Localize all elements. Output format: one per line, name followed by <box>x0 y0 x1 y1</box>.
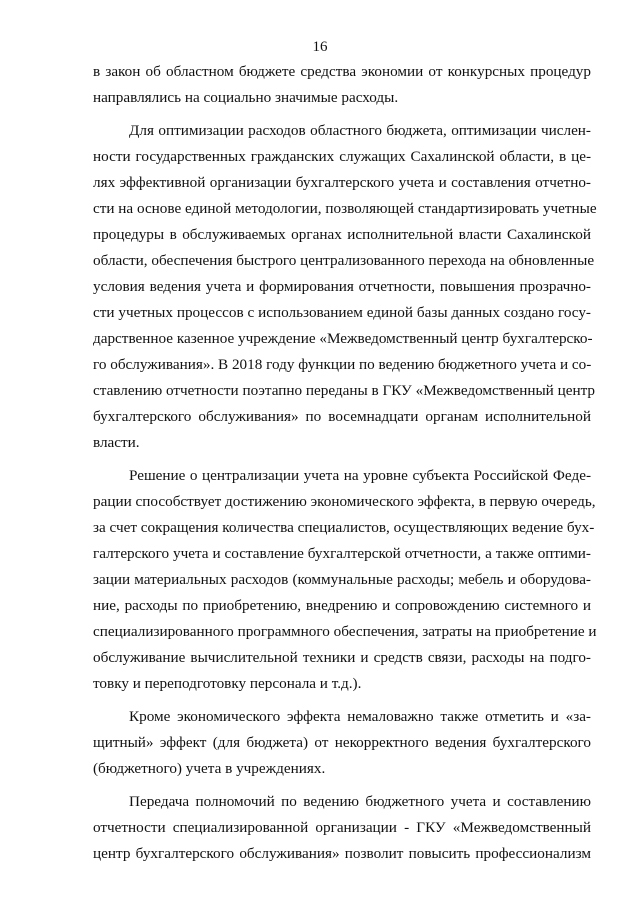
text-line: товку и переподготовку персонала и т.д.). <box>93 675 362 692</box>
text-line: области, обеспечения быстрого централизованного перехода на обновленные <box>93 252 595 269</box>
text-line: специализированного программного обеспечения, затраты на приобретение и <box>93 623 597 640</box>
text-line: сти на основе единой методологии, позволяющей стандартизировать учетные <box>93 200 597 217</box>
text-line: дарственное казенное учреждение «Межведомственный центр бухгалтерско- <box>93 330 593 347</box>
text-line: процедуры в обслуживаемых органах исполнительной власти Сахалинской <box>93 226 591 243</box>
text-line: ставлению отчетности поэтапно переданы в ГКУ «Межведомственный центр <box>93 382 595 399</box>
text-line: го обслуживания». В 2018 году функции по ведению бюджетного учета и со- <box>93 356 592 373</box>
text-line: бухгалтерского обслуживания» по восемнадцати органам исполнительной <box>93 408 591 425</box>
text-line: сти учетных процессов с использованием единой базы данных создано госу- <box>93 304 591 321</box>
page-number: 16 <box>312 39 328 55</box>
text-line: за счет сокращения количества специалистов, осуществляющих ведение бух- <box>93 519 595 536</box>
text-line: Кроме экономического эффекта немаловажно также отметить и «за- <box>129 708 591 725</box>
text-line: условия ведения учета и формирования отчетности, повышения прозрачно- <box>93 278 591 295</box>
text-line: обслуживание вычислительной техники и средств связи, расходы на подго- <box>93 649 591 666</box>
text-line: отчетности специализированной организации - ГКУ «Межведомственный <box>93 819 591 836</box>
text-line: рации способствует достижению экономического эффекта, в первую очередь, <box>93 493 596 510</box>
text-line: Для оптимизации расходов областного бюджета, оптимизации числен- <box>129 122 591 139</box>
text-line: направлялись на социально значимые расходы. <box>93 89 399 106</box>
text-line: в закон об областном бюджете средства экономии от конкурсных процедур <box>93 63 591 80</box>
text-line: Решение о централизации учета на уровне субъекта Российской Феде- <box>129 467 591 484</box>
text-line: зации материальных расходов (коммунальные расходы; мебель и оборудова- <box>93 571 591 588</box>
text-line: щитный» эффект (для бюджета) от некорректного ведения бухгалтерского <box>93 734 591 751</box>
text-line: власти. <box>93 434 140 451</box>
text-line: Передача полномочий по ведению бюджетного учета и составлению <box>129 793 591 810</box>
text-line: ности государственных гражданских служащих Сахалинской области, в це- <box>93 148 591 165</box>
text-line: лях эффективной организации бухгалтерского учета и составления отчетно- <box>93 174 591 191</box>
body-text <box>93 59 597 867</box>
text-line: центр бухгалтерского обслуживания» позволит повысить профессионализм <box>93 845 591 862</box>
text-line: ние, расходы по приобретению, внедрению и сопровождению системного и <box>93 597 591 614</box>
text-line: (бюджетного) учета в учреждениях. <box>93 760 326 777</box>
text-line: галтерского учета и составление бухгалтерской отчетности, а также оптими- <box>93 545 591 562</box>
